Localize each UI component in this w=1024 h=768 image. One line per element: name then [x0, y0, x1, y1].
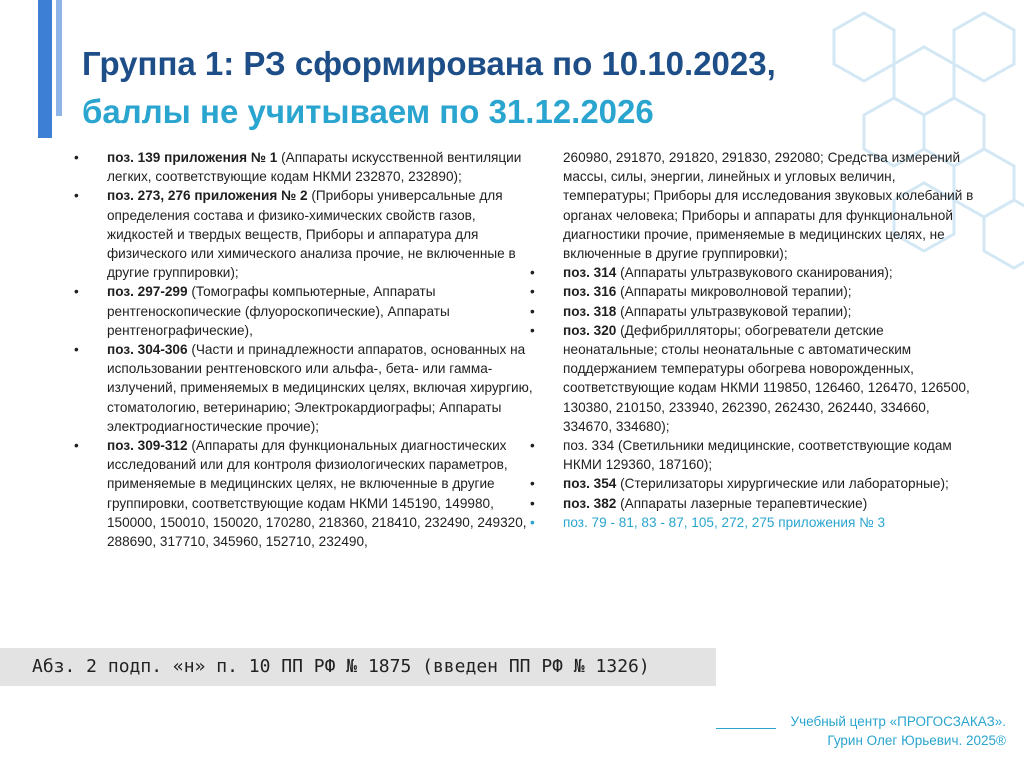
list-item: • поз. 304-306 (Части и принадлежности аппаратов, основанных на использовании рентгеновского или альфа-, бета- или гамма-излучений, применяемых в медицинских целях, включая хирургию, стоматологию, ветеринарию; Электрокардиографы; Аппараты электродиагностические прочие); [74, 342, 533, 434]
list-item: • поз. 314 (Аппараты ультразвукового сканирования); [530, 265, 893, 281]
list-item: • поз. 320 (Дефибрилляторы; обогреватели детские неонатальные; столы неонатальные с автоматическим поддержанием температуры обогрева новорожденных, соответствующие кодам НКМИ 119850, 126460, 126470, 126500, 130380, 210150, 233940, 262390, 262430, 262440, 334660, 334670, 334680); [530, 322, 970, 434]
list-item: • поз. 382 (Аппараты лазерные терапевтические) [530, 495, 868, 511]
title-line-2: баллы не учитываем по 31.12.2026 [82, 93, 654, 130]
slide-title [82, 40, 776, 136]
list-item-continuation: 260980, 291870, 291820, 291830, 292080; Средства измерений массы, силы, энергии, линейных и угловых величин, температуры; Приборы для исследования звуковых колебаний в органах человека; Приборы и аппараты для функциональной диагностики прочие, применяемые в медицинских целях, не включенные в другие группировки); [563, 150, 974, 262]
list-item: • поз. 297-299 (Томографы компьютерные, Аппараты рентгеноскопические (флуороскопические), Аппараты рентгенографические), [74, 284, 450, 338]
left-column [74, 148, 534, 551]
accent-bar [38, 0, 52, 138]
list-item: • поз. 316 (Аппараты микроволновой терапии); [530, 284, 852, 300]
divider [716, 728, 776, 729]
list-item: • поз. 139 приложения № 1 (Аппараты искусственной вентиляции легких, соответствующие кодам НКМИ 232870, 232890); [74, 150, 522, 185]
title-line-1: Группа 1: РЗ сформирована по 10.10.2023, [82, 45, 776, 82]
right-column [530, 148, 980, 532]
author-credit [791, 712, 1007, 750]
list-item: • поз. 309-312 (Аппараты для функциональных диагностических исследований или для контроля физиологических параметров, применяемые в медицинских целях, не включенные в другие группировки, соответствующие кодам НКМИ 145190, 149980, 150000, 150010, 150020, 170280, 218360, 218410, 232490, 249320, 288690, 317710, 345960, 152710, 232490, [74, 438, 527, 550]
list-item: • поз. 334 (Светильники медицинские, соответствующие кодам НКМИ 129360, 187160); [530, 438, 952, 473]
legal-reference: Абз. 2 подп. «н» п. 10 ПП РФ № 1875 (введен ПП РФ № 1326) [32, 656, 650, 677]
list-item: • поз. 354 (Стерилизаторы хирургические или лабораторные); [530, 476, 949, 492]
list-item-link[interactable]: • поз. 79 - 81, 83 - 87, 105, 272, 275 приложения № 3 [530, 514, 886, 530]
credit-organization: Учебный центр «ПРОГОСЗАКАЗ». [790, 714, 1006, 729]
credit-author: Гурин Олег Юрьевич. 2025® [827, 733, 1006, 748]
list-item: • поз. 318 (Аппараты ультразвуковой терапии); [530, 303, 852, 319]
accent-bar-secondary [56, 0, 62, 116]
list-item: • поз. 273, 276 приложения № 2 (Приборы универсальные для определения состава и физико-химических свойств газов, жидкостей и твердых веществ, Приборы и аппаратура для физического или химического анализа прочие, не включенные в другие группировки); [74, 188, 516, 281]
